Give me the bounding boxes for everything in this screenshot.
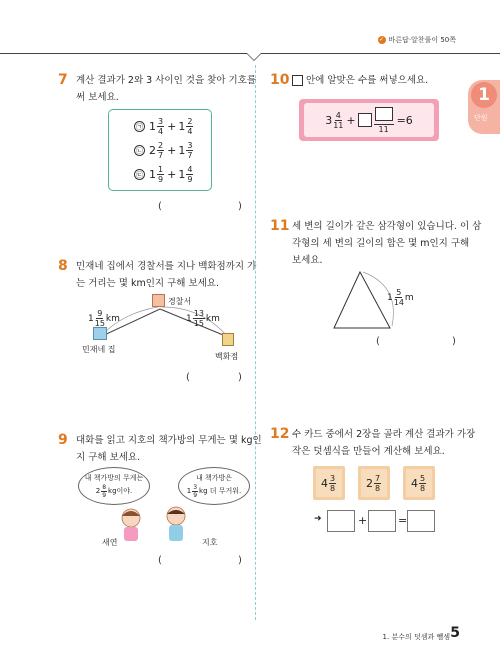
question-12-text: 수 카드 중에서 2장을 골라 계산 결과가 가장 작은 덧셈식을 만들어 계산해 보세요.: [292, 429, 476, 457]
girl-icon: [115, 508, 147, 544]
question-10-number: 10: [270, 72, 290, 88]
unit-label: 단원: [474, 114, 488, 122]
unit-number: 1: [471, 82, 497, 108]
option-marker: ㉢: [136, 171, 143, 179]
question-9-answer-field[interactable]: [165, 552, 235, 568]
question-8-number: 8: [58, 258, 68, 274]
question-9-text: 대화를 읽고 지호의 책가방의 무게는 몇 kg인 지 구해 보세요.: [76, 435, 262, 463]
check-icon: ✓: [379, 36, 385, 43]
blank-box-icon: [292, 75, 303, 86]
boy-icon: [160, 506, 192, 544]
answer-open-paren: (: [158, 555, 162, 566]
answer-close-paren: ): [238, 555, 242, 566]
sum-input[interactable]: [407, 510, 435, 532]
equals-sign: =: [398, 514, 408, 527]
department-store-icon: [222, 333, 234, 346]
chapter-footer: 1. 분수의 덧셈과 뺄셈: [382, 633, 450, 641]
option-b: ㉡ 2 $\frac{2}{7}$ + 1 $\frac{3}{7}$: [136, 141, 193, 160]
question-12-number: 12: [270, 426, 290, 442]
whole-blank-input[interactable]: [358, 113, 372, 127]
house-icon: [93, 327, 107, 340]
answer-open-paren: (: [186, 372, 190, 383]
distance-1: 1 $\frac{9}{15}$ km: [88, 309, 120, 328]
question-10-text: 안에 알맞은 수를 써넣으세요.: [292, 72, 428, 89]
home-label: 민재네 집: [82, 345, 116, 354]
question-8-text: 민재네 집에서 경찰서를 지나 백화점까지 가 는 거리는 몇 km인지 구해 보세요.: [76, 261, 257, 289]
answer-close-paren: ): [238, 372, 242, 383]
page-number: 5: [450, 625, 460, 641]
number-card-3[interactable]: 4 $\frac{5}{8}$: [403, 466, 435, 500]
option-marker: ㉠: [136, 123, 143, 131]
number-card-2[interactable]: 2 $\frac{7}{8}$: [358, 466, 390, 500]
question-8-answer-field[interactable]: [193, 369, 235, 385]
person-jiho: 지호: [202, 538, 218, 547]
question-7-text: 계산 결과가 2와 3 사이인 것을 찾아 기호를 써 보세요.: [76, 75, 257, 103]
question-7-answer-field[interactable]: [165, 198, 235, 214]
numerator-blank-input[interactable]: [375, 107, 393, 121]
answer-reference-tag: [378, 35, 456, 45]
speech-bubble-jiho: 내 책가방은 1 $\frac{3}{9}$ kg 더 무거워.: [178, 467, 250, 505]
person-saeyeon: 새연: [102, 538, 118, 547]
number-card-1[interactable]: 4 $\frac{3}{8}$: [313, 466, 345, 500]
option-a: ㉠ 1 $\frac{3}{4}$ + 1 $\frac{2}{4}$: [136, 117, 193, 136]
question-7-number: 7: [58, 72, 68, 88]
addend-2-input[interactable]: [368, 510, 396, 532]
question-9-number: 9: [58, 432, 68, 448]
option-c: ㉢ 1 $\frac{1}{9}$ + 1 $\frac{4}{9}$: [136, 165, 193, 184]
answer-reference-text: 바른답·알찬풀이 50쪽: [388, 36, 456, 44]
police-station-label: 경찰서: [168, 297, 192, 306]
store-label: 백화점: [215, 352, 239, 361]
addend-1-input[interactable]: [327, 510, 355, 532]
plus-sign: +: [358, 514, 368, 527]
column-divider: [255, 65, 256, 620]
option-marker: ㉡: [136, 147, 143, 155]
distance-2: 1 $\frac{13}{15}$ km: [186, 309, 220, 328]
question-11-text: 세 변의 길이가 같은 삼각형이 있습니다. 이 삼 각형의 세 변의 길이의 합은 몇 m인지 구해 보세요.: [292, 221, 482, 266]
question-11-answer-field[interactable]: [383, 333, 449, 349]
speech-bubble-saeyeon: 내 책가방의 무게는 2 $\frac{8}{9}$ kg이야.: [78, 467, 150, 505]
question-11-number: 11: [270, 218, 290, 234]
police-station-icon: [152, 294, 165, 307]
question-10-equation: 3 $\frac{4}{11}$ + 11 =6: [304, 103, 434, 137]
answer-open-paren: (: [376, 336, 380, 347]
arrow-icon: ➜: [314, 514, 322, 524]
triangle-side-length: 1 $\frac{5}{14}$ m: [387, 288, 414, 307]
answer-close-paren: ): [238, 201, 242, 212]
answer-open-paren: (: [158, 201, 162, 212]
answer-close-paren: ): [452, 336, 456, 347]
